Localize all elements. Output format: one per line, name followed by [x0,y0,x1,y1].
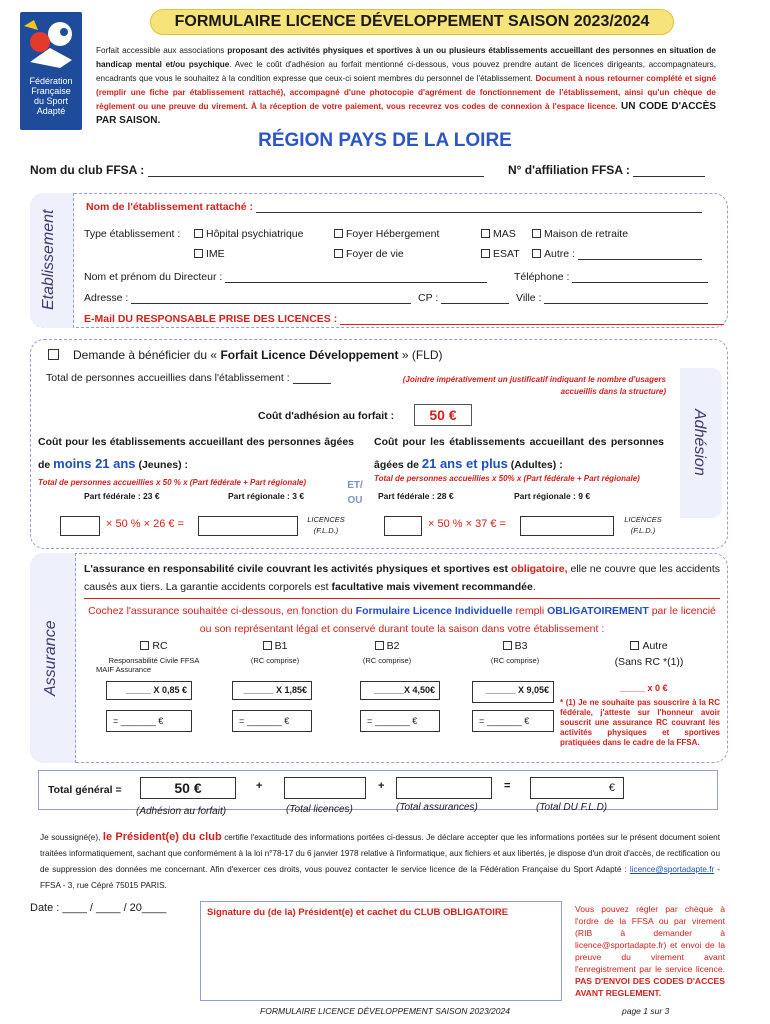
rc-calc-input[interactable]: _____ X 0,85 € [106,681,192,700]
rc-waiver-note: * (1) Je ne souhaite pas souscrire à la RC fédérale, j'atteste sur l'honneur avoir souscrit une assurance RC couvrant les activités physiques et sportives pratiquées dans le cadre de la FFSA. [560,698,720,747]
director-field[interactable] [225,273,487,283]
cost-value: 50 € [414,404,472,426]
option-name: RC [152,640,168,652]
adult-title-text: Coût pour les établissements accueillant des personnes âgées de [374,436,664,471]
address-label: Adresse : [84,292,129,304]
total-persons-field[interactable] [293,374,331,384]
checkbox[interactable] [334,229,343,238]
b3-calc-input[interactable]: ______ X 9,05€ [472,681,554,703]
adhesion-section-label: Adhésion [691,408,708,476]
fld-text: Demande à bénéficier du « [73,348,221,362]
young-title-text: Coût pour les établissements accueillant des personnes âgées de [38,436,354,471]
total-persons-label: Total de personnes accueillies dans l'établissement : [46,372,290,384]
autre-field[interactable] [578,250,702,260]
adult-count-input[interactable] [384,516,422,536]
adult-title-end: (Adultes) : [507,459,563,471]
option-name: B1 [274,640,288,652]
and-or-label: ET/ OU [347,480,363,506]
legal-declaration [40,829,720,894]
logo-line: Adapté [36,106,66,116]
option-b3[interactable] [470,640,560,665]
affiliation-label: N° d'affiliation FFSA : [508,163,630,177]
checkbox[interactable] [263,641,272,650]
checkbox[interactable] [532,249,541,258]
licences-word: LICENCES [307,515,345,524]
option-label: IME [206,248,225,260]
fld-bold: Forfait Licence Développement [220,348,399,362]
signature-label: Signature du (de la) Président(e) et cachet du CLUB OBLIGATOIRE [207,907,509,918]
cost-label: Coût d'adhésion au forfait : [258,410,395,422]
type-option-autre[interactable] [532,248,702,260]
young-result-input[interactable] [198,516,298,536]
option-sub: (RC comprise) [362,656,412,665]
intro-paragraph [96,44,716,128]
logo-figures-icon [20,12,82,74]
option-sub: (RC comprise) [250,656,300,665]
young-calc-label: × 50 % × 26 € = [106,518,184,530]
type-option-mas[interactable] [481,228,516,240]
address-row [84,292,411,304]
type-option-hopital[interactable] [194,228,303,240]
payment-note [575,903,725,999]
option-b2[interactable] [342,640,432,665]
option-sub: (RC comprise) [490,656,540,665]
option-label: Foyer de vie [346,248,404,260]
total-du-input[interactable] [530,777,624,799]
total-persons-note: (Joindre impérativement un justificatif indiquant le nombre d'usagers accueillis dans la structure) [402,375,666,396]
young-part-reg: Part régionale : 3 € [228,491,305,501]
checkbox[interactable] [194,229,203,238]
instr-text-3: par le licencié ou son représentant légal et conservé durant toute la saison dans votre établissement : [199,605,716,635]
legal-text-3: - FFSA - 3, rue Cépré 75015 PARIS. [40,865,720,890]
region-title: RÉGION PAYS DE LA LOIRE [258,130,512,151]
club-name-row [30,163,484,177]
intro-text-2: . Avec le coût d'adhésion au forfait mentionné ci-dessous, vous pouvez prendre autant de licences dirigeants, accompagnateurs, encadrants que vous le souhaitez à la condition expresse que ceux-ci soient membres du personnel de l'établissement. [96,60,716,83]
checkbox[interactable] [630,641,639,650]
adult-result-input[interactable] [520,516,614,536]
option-name: B3 [514,640,528,652]
checkbox[interactable] [140,641,149,650]
phone-label: Téléphone : [514,271,570,283]
option-label: MAS [493,228,516,240]
option-label: ESAT [493,248,520,260]
assurance-section-label: Assurance [42,620,59,696]
option-autre[interactable] [604,640,694,668]
page-number: page 1 sur 3 [622,1006,670,1016]
caption-licences: (Total licences) [286,804,353,815]
caption-assurances: (Total assurances) [396,802,478,813]
city-row [516,292,708,304]
affiliation-field[interactable] [633,167,705,177]
adult-part-fed: Part fédérale : 28 € [378,491,454,501]
total-assurances-input[interactable] [396,777,492,799]
fld-text-2: » (FLD) [398,348,443,362]
page-footer: FORMULAIRE LICENCE DÉVELOPPEMENT SAISON 2023/2024 [260,1006,510,1016]
option-label: Autre : [544,248,575,260]
checkbox[interactable] [532,229,541,238]
intro-end: UN CODE D'ACCÈS PAR SAISON. [96,101,716,126]
assurance-text-2: elle ne couvre que les accidents causés aux tiers. La garantie accidents corporels est [84,563,720,593]
intro-red-text: Document à nous retourner complété et signé (remplir une fiche par établissement rattaché), accompagné d'une photocopie d'agrément de fonctionnement de l'établissement, ainsi qu'un chèque de règlement ou une preuve du virement. À la réception de votre paiement, vous recevrez vos codes de connexion à l'espace licence. [96,74,717,111]
intro-text: Forfait accessible aux associations [96,46,228,55]
young-count-input[interactable] [60,516,100,536]
email-row [84,313,724,325]
address-field[interactable] [131,294,411,304]
b1-total-input[interactable]: = _______ € [232,710,312,732]
option-label: Maison de retraite [544,228,629,240]
assurance-intro [84,560,720,596]
city-field[interactable] [544,294,708,304]
adult-part-reg: Part régionale : 9 € [514,491,591,501]
total-licences-input[interactable] [284,777,366,799]
divider [84,598,720,599]
type-option-foyer-vie[interactable] [334,248,404,260]
plus-sign: + [378,780,385,792]
etablissement-section-label: Etablissement [40,209,57,311]
option-name: B2 [386,640,400,652]
plus-sign: + [256,780,263,792]
option-sub: Responsabilité Civile FFSA [108,656,200,665]
logo-line: Française [31,86,71,96]
option-sub2: MAIF Assurance [96,665,152,674]
checkbox[interactable] [481,229,490,238]
instr-text: Cochez l'assurance souhaitée ci-dessous, en fonction du [88,605,356,617]
autre-calc: _____ x 0 € [620,683,668,693]
fld-word: (F.L.D.) [313,526,339,535]
option-label: Hôpital psychiatrique [206,228,304,240]
logo-line: du Sport [33,96,69,106]
checkbox[interactable] [481,249,490,258]
phone-field[interactable] [572,273,708,283]
fld-word: (F.L.D.) [630,526,656,535]
etab-name-field[interactable] [256,203,702,213]
euro-sign: € [608,782,615,794]
b3-total-input[interactable]: = _______ € [472,710,554,732]
legal-text-2: certifie l'exactitude des informations portées ci-dessus. Je déclare accepter que les informations portées sur le présent document soient traitées informatiquement, sachant que conformément à la loi n°78-17 du 6 janvier 1978 relative à l'informatique, aux fichiers et aux libertés, je dispose d'un droit d'accès, de rectification ou de suppression des données me concernant. Afin d'exercer ces droits, vous pouvez contacter le service licence de la Fédération Française du Sport Adapté : [40,833,720,874]
etab-name-row [86,201,702,213]
checkbox[interactable] [375,641,384,650]
rc-total-input[interactable]: = _______ € [106,710,192,732]
type-option-foyer-hebergement[interactable] [334,228,439,240]
option-name: Autre [642,640,668,652]
young-cost-title [38,432,354,476]
b2-total-input[interactable]: = _______ € [360,710,440,732]
type-option-maison-retraite[interactable] [532,228,628,240]
director-row [84,271,487,283]
etablissement-section [30,193,728,328]
total-adhesion-value: 50 € [140,777,236,799]
adult-formula-note: Total de personnes accueillies x 50% x (Part fédérale + Part régionale) [374,474,640,483]
adult-calc-label: × 50 % × 37 € = [428,518,506,530]
logo-line: Fédération [29,76,73,86]
signature-box[interactable] [200,901,562,1001]
assurance-obligatoire: obligatoire, [510,563,568,575]
type-option-esat[interactable] [481,248,520,260]
total-persons-row [46,372,331,384]
option-sub: (Sans RC *(1)) [614,656,684,668]
assurance-facultative: facultative mais vivement recommandée [331,581,533,593]
young-title-end: (Jeunes) : [135,459,189,471]
director-label: Nom et prénom du Directeur : [84,271,223,283]
checkbox[interactable] [334,249,343,258]
affiliation-row [508,163,705,177]
etab-name-label: Nom de l'établissement rattaché : [86,201,254,213]
legal-president: le Président(e) du club [102,831,222,843]
option-rc[interactable] [92,640,216,674]
young-age: moins 21 ans [53,456,136,471]
club-name-label: Nom du club FFSA : [30,163,145,177]
cp-row [418,292,509,304]
young-licences-caption [306,514,346,536]
assurance-instructions [84,602,720,638]
fld-request[interactable] [48,348,443,362]
cp-field[interactable] [441,294,509,304]
licence-email-link[interactable]: licence@sportadapte.fr [629,865,715,874]
adult-licences-caption [620,514,666,536]
checkbox[interactable] [503,641,512,650]
payment-bold: PAS D'ENVOI DES CODES D'ACCES AVANT REGLEMENT. [575,976,725,998]
total-label: Total général = [48,784,122,796]
instr-bold: Formulaire Licence Individuelle [355,605,513,617]
instr-obligatoire: OBLIGATOIREMENT [547,605,649,617]
assurance-text-3: . [532,581,536,593]
adult-cost-title [374,432,664,476]
email-label: E-Mail DU RESPONSABLE PRISE DES LICENCES : [84,313,338,325]
email-field[interactable] [340,315,724,325]
caption-adhesion: (Adhésion au forfait) [136,806,227,817]
form-title: FORMULAIRE LICENCE DÉVELOPPEMENT SAISON 2023/2024 [150,9,674,35]
fld-checkbox[interactable] [48,349,59,360]
licences-word: LICENCES [624,515,662,524]
payment-text: Vous pouvez régler par chèque à l'ordre de la FFSA ou par virement (RIB à demander à licence@sportadapte.fr) et envoi de la preuve du virement avant l'enregistrement par le service licence. [575,904,725,974]
young-formula-note: Total de personnes accueillies x 50 % x (Part fédérale + Part régionale) [38,478,307,487]
young-part-fed: Part fédérale : 23 € [84,491,160,501]
assurance-text: L'assurance en responsabilité civile couvrant les activités physiques et sportives est [84,563,511,575]
cp-label: CP : [418,292,439,304]
legal-text: Je soussigné(e), [40,833,103,842]
option-b1[interactable] [230,640,320,665]
caption-total: (Total DU F.L.D) [536,802,608,813]
intro-bold: proposant des activités physiques et sportives à un ou plusieurs établissements accueillant des personnes en situation de handicap mental et/ou psychique [96,46,716,69]
b1-calc-input[interactable]: ______ X 1,85€ [232,681,312,700]
city-label: Ville : [516,292,542,304]
b2-calc-input[interactable]: ______X 4,50€ [360,681,440,700]
equals-sign: = [504,780,511,792]
option-label: Foyer Hébergement [346,228,440,240]
ffsa-logo [20,12,82,130]
checkbox[interactable] [194,249,203,258]
adult-age: 21 ans et plus [421,456,508,471]
instr-text-2: rempli [512,605,548,617]
date-field[interactable]: Date : ____ / ____ / 20____ [30,902,167,914]
etab-type-label: Type établissement : [84,228,181,240]
phone-row [514,271,708,283]
type-option-ime[interactable] [194,248,225,260]
club-name-field[interactable] [148,167,484,177]
